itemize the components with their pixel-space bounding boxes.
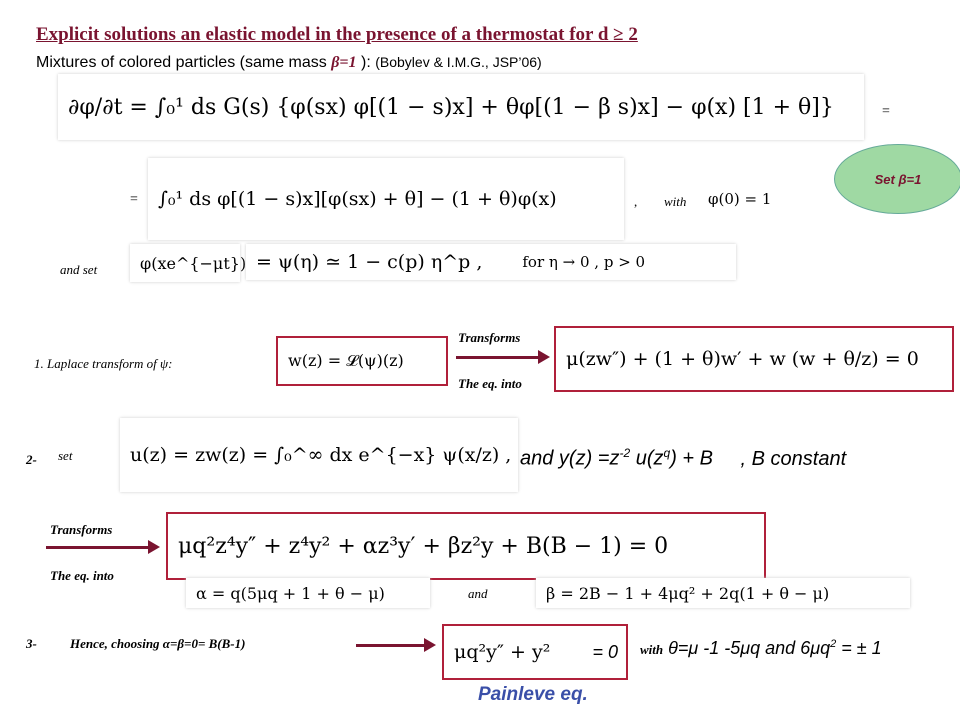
painleve-label: Painleve eq. — [478, 684, 588, 705]
y-exp-2: q — [663, 446, 671, 460]
set-beta-badge: Set β=1 — [834, 144, 960, 214]
step1-into-label: The eq. into — [458, 376, 522, 391]
condition-text: θ=μ -1 -5μq and 6μq — [668, 638, 831, 658]
beta-definition-math: β = 2B − 1 + 4μq² + 2q(1 + θ − μ) — [546, 583, 830, 603]
step3-label: Hence, choosing α=β=0= B(B-1) — [70, 636, 246, 651]
laplace-result-box — [554, 326, 954, 392]
painleve-equation-zero: = 0 — [592, 641, 618, 662]
subtitle-close: ): — [360, 54, 371, 71]
parameter-condition — [640, 638, 882, 659]
y-definition-b: ) + B — [670, 447, 713, 470]
step1-label: 1. Laplace transform of ψ: — [34, 356, 173, 371]
subtitle — [36, 54, 542, 72]
laplace-result-math: μ(zw″) + (1 + θ)w′ + w (w + θ/z) = 0 — [566, 348, 919, 370]
beta-definition — [536, 578, 910, 608]
condition-tail: = ± 1 — [836, 638, 882, 658]
step1-arrowhead — [538, 350, 550, 364]
equation-boltzmann-math: ∂φ/∂t = ∫₀¹ ds G(s) {φ(sx) φ[(1 − s)x] + θφ[(1 − β s)x] − φ(x) [1 + θ]} — [68, 94, 834, 120]
step3-arrow — [356, 644, 426, 647]
b-constant: , B constant — [740, 447, 847, 470]
slide-title: Explicit solutions an elastic model in the presence of a thermostat for d ≥ 2 — [36, 24, 638, 45]
condition-exp: 2 — [830, 638, 837, 650]
y-exp-1: -2 — [619, 446, 631, 460]
step1-arrow — [456, 356, 540, 359]
eq2-with-label: with — [664, 194, 687, 209]
step3-number: 3- — [26, 636, 37, 651]
alpha-definition — [186, 578, 430, 608]
scaling-rhs-math: = ψ(η) ≃ 1 − c(p) η^p , — [256, 251, 483, 273]
painleve-equation-math: μq²y″ + y² — [454, 641, 551, 663]
transformed-ode-box — [166, 512, 766, 580]
subtitle-text: Mixtures of colored particles (same mass — [36, 54, 327, 71]
scaling-lhs-math: φ(xe^{−μt}) — [140, 253, 247, 273]
step3-arrowhead — [424, 638, 436, 652]
eq2-equals: = — [130, 192, 138, 207]
subtitle-beta: β=1 — [331, 54, 357, 71]
equation-reduced — [148, 158, 624, 240]
step2-into-label: The eq. into — [50, 568, 114, 583]
step2-transforms-label: Transforms — [50, 522, 113, 537]
step2-set-label: set — [58, 448, 73, 463]
step2-arrow — [46, 546, 150, 549]
laplace-transform-box — [276, 336, 448, 386]
scaling-lhs — [130, 244, 247, 282]
and-label: and — [468, 586, 488, 601]
step2-number: 2- — [26, 452, 37, 467]
y-definition — [520, 446, 846, 471]
y-definition-u: u(z — [630, 447, 664, 470]
laplace-transform-math: w(z) = 𝓛(ψ)(z) — [288, 351, 404, 370]
u-definition — [120, 418, 518, 492]
u-definition-math: u(z) = zw(z) = ∫₀^∞ dx e^{−x} ψ(x/z) , — [130, 444, 512, 466]
eq2-condition: φ(0) = 1 — [708, 190, 772, 208]
painleve-equation-box — [442, 624, 628, 680]
scaling-condition: for η → 0 , p > 0 — [522, 253, 646, 271]
step2-arrowhead — [148, 540, 160, 554]
eq2-comma: , — [634, 194, 638, 209]
y-definition-text: and y(z) =z — [520, 447, 620, 470]
scaling-rhs — [246, 244, 736, 280]
step1-transforms-label: Transforms — [458, 330, 521, 345]
and-set-label: and set — [60, 262, 98, 277]
citation: (Bobylev & I.M.G., JSP’06) — [375, 54, 542, 70]
eq1-equals: = — [882, 104, 890, 119]
transformed-ode-math: μq²z⁴y″ + z⁴y² + αz³y′ + βz²y + B(B − 1) = 0 — [178, 533, 669, 559]
with-label: with — [640, 642, 664, 657]
alpha-definition-math: α = q(5μq + 1 + θ − μ) — [196, 583, 385, 603]
equation-reduced-math: ∫₀¹ ds φ[(1 − s)x][φ(sx) + θ] − (1 + θ)φ(x) — [158, 188, 557, 210]
equation-boltzmann — [58, 74, 864, 140]
